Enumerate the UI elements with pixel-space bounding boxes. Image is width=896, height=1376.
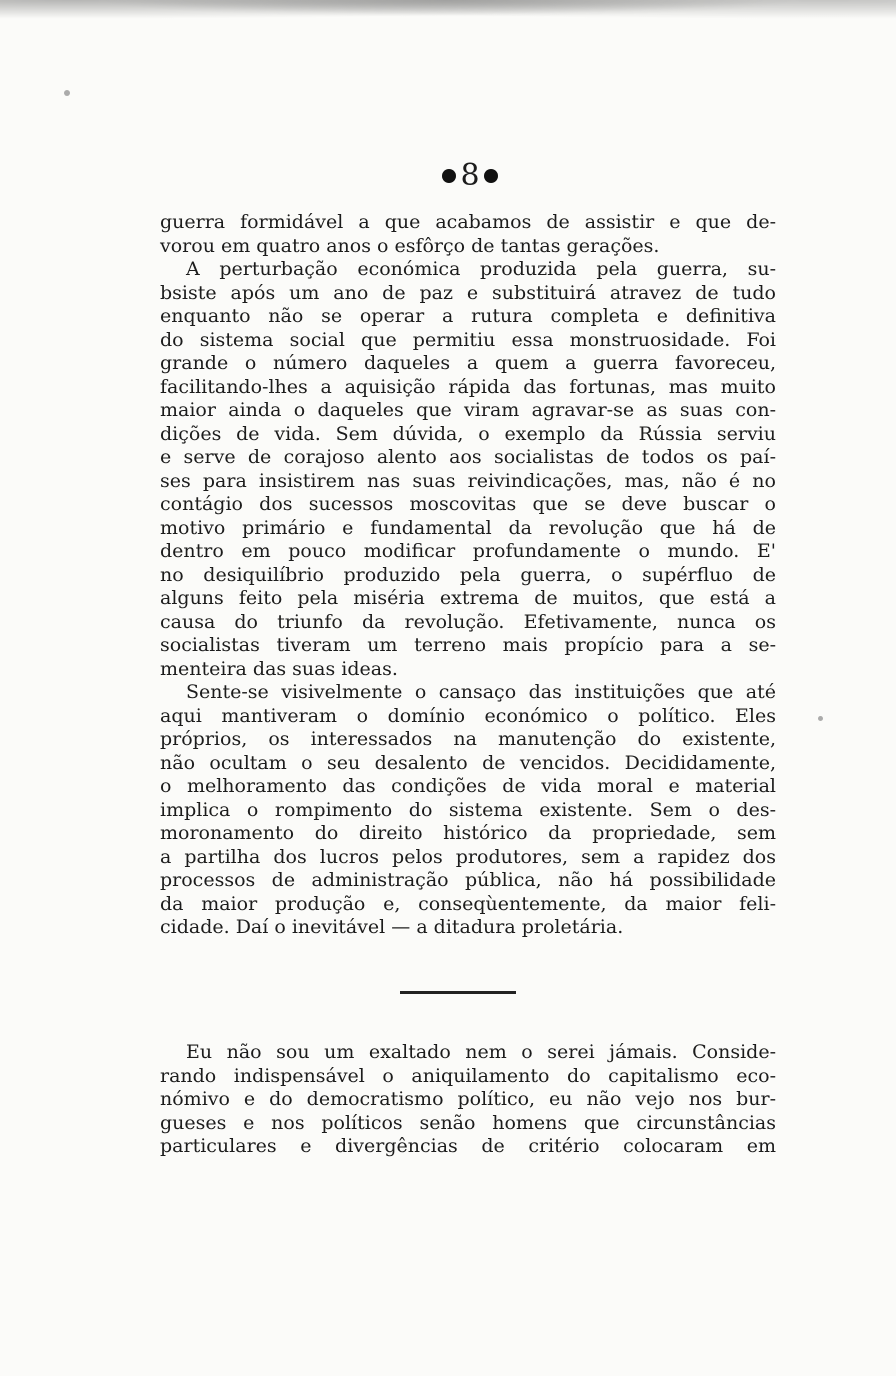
- text-line: e serve de corajoso alento aos socialistas de todos os paí-: [160, 446, 776, 468]
- text-line: alguns feito pela miséria extrema de muitos, que está a: [160, 587, 776, 609]
- text-line: guerra formidável a que acabamos de assistir e que de-: [160, 211, 776, 233]
- text-line: da maior produção e, conseqùentemente, da maior feli-: [160, 892, 776, 915]
- text-line: não ocultam o seu desalento de vencidos. Decididamente,: [160, 751, 776, 774]
- text-line: causa do triunfo da revolução. Efetivamente, nunca os: [160, 610, 776, 633]
- text-line: A perturbação económica produzida pela guerra, su-: [186, 258, 776, 280]
- text-line: processos de administração pública, não há possibilidade: [160, 869, 776, 891]
- text-line: grande o número daqueles a quem a guerra favoreceu,: [160, 352, 776, 374]
- paragraph-4: [160, 1041, 776, 1159]
- page-number: [430, 156, 510, 196]
- text-line: bsiste após um ano de paz e substituirá atravez de tudo: [160, 281, 776, 304]
- text-line: próprios, os interessados na manutenção do existente,: [160, 728, 776, 750]
- bullet-dot-right: [484, 169, 498, 183]
- text-line: maior ainda o daqueles que viram agravar-se as suas con-: [160, 399, 776, 421]
- paragraph-2: [160, 258, 776, 681]
- text-section-2: [160, 1041, 776, 1159]
- text-line: rando indispensável o aniquilamento do capitalismo eco-: [160, 1064, 776, 1087]
- text-line: ses para insistirem nas suas reivindicações, mas, não é no: [160, 469, 776, 492]
- text-line: vorou em quatro anos o esfôrço de tantas gerações.: [160, 234, 660, 257]
- text-line: particulares e divergências de critério colocaram em: [160, 1135, 776, 1157]
- scan-speck: [818, 716, 823, 721]
- text-line: enquanto não se operar a rutura completa e definitiva: [160, 305, 776, 327]
- text-line: aqui mantiveram o domínio económico o político. Eles: [160, 704, 776, 727]
- text-section-1: [160, 211, 776, 940]
- page-number-text: 8: [460, 158, 480, 193]
- text-line: implica o rompimento do sistema existente. Sem o des-: [160, 798, 776, 821]
- text-line: motivo primário e fundamental da revolução que há de: [160, 516, 776, 539]
- text-line: contágio dos sucessos moscovitas que se deve buscar o: [160, 493, 776, 515]
- paragraph-3: [160, 681, 776, 940]
- text-line: gueses e nos políticos senão homens que circunstâncias: [160, 1111, 776, 1134]
- paragraph-1: [160, 211, 776, 258]
- scan-edge-noise: [0, 0, 896, 22]
- text-line: moronamento do direito histórico da propriedade, sem: [160, 822, 776, 844]
- text-line: do sistema social que permitiu essa monstruosidade. Foi: [160, 328, 776, 351]
- text-line: socialistas tiveram um terreno mais propício para a se-: [160, 634, 776, 656]
- text-line: no desiquilíbrio produzido pela guerra, o supérfluo de: [160, 563, 776, 586]
- text-line: facilitando-lhes a aquisição rápida das fortunas, mas muito: [160, 375, 776, 398]
- text-line: o melhoramento das condições de vida moral e material: [160, 775, 776, 797]
- text-line: Sente-se visivelmente o cansaço das instituições que até: [186, 681, 776, 703]
- text-line: cidade. Daí o inevitável — a ditadura proletária.: [160, 916, 624, 938]
- text-line: Eu não sou um exaltado nem o serei jámais. Conside-: [186, 1041, 776, 1063]
- bullet-dot-left: [442, 169, 456, 183]
- section-divider: [400, 991, 516, 994]
- scan-speck: [64, 90, 70, 96]
- text-line: dições de vida. Sem dúvida, o exemplo da Rússia serviu: [160, 422, 776, 445]
- text-line: menteira das suas ideas.: [160, 657, 398, 680]
- text-line: nómivo e do democratismo político, eu não vejo nos bur-: [160, 1088, 776, 1110]
- text-line: dentro em pouco modificar profundamente o mundo. E': [160, 540, 776, 562]
- text-line: a partilha dos lucros pelos produtores, sem a rapidez dos: [160, 845, 776, 868]
